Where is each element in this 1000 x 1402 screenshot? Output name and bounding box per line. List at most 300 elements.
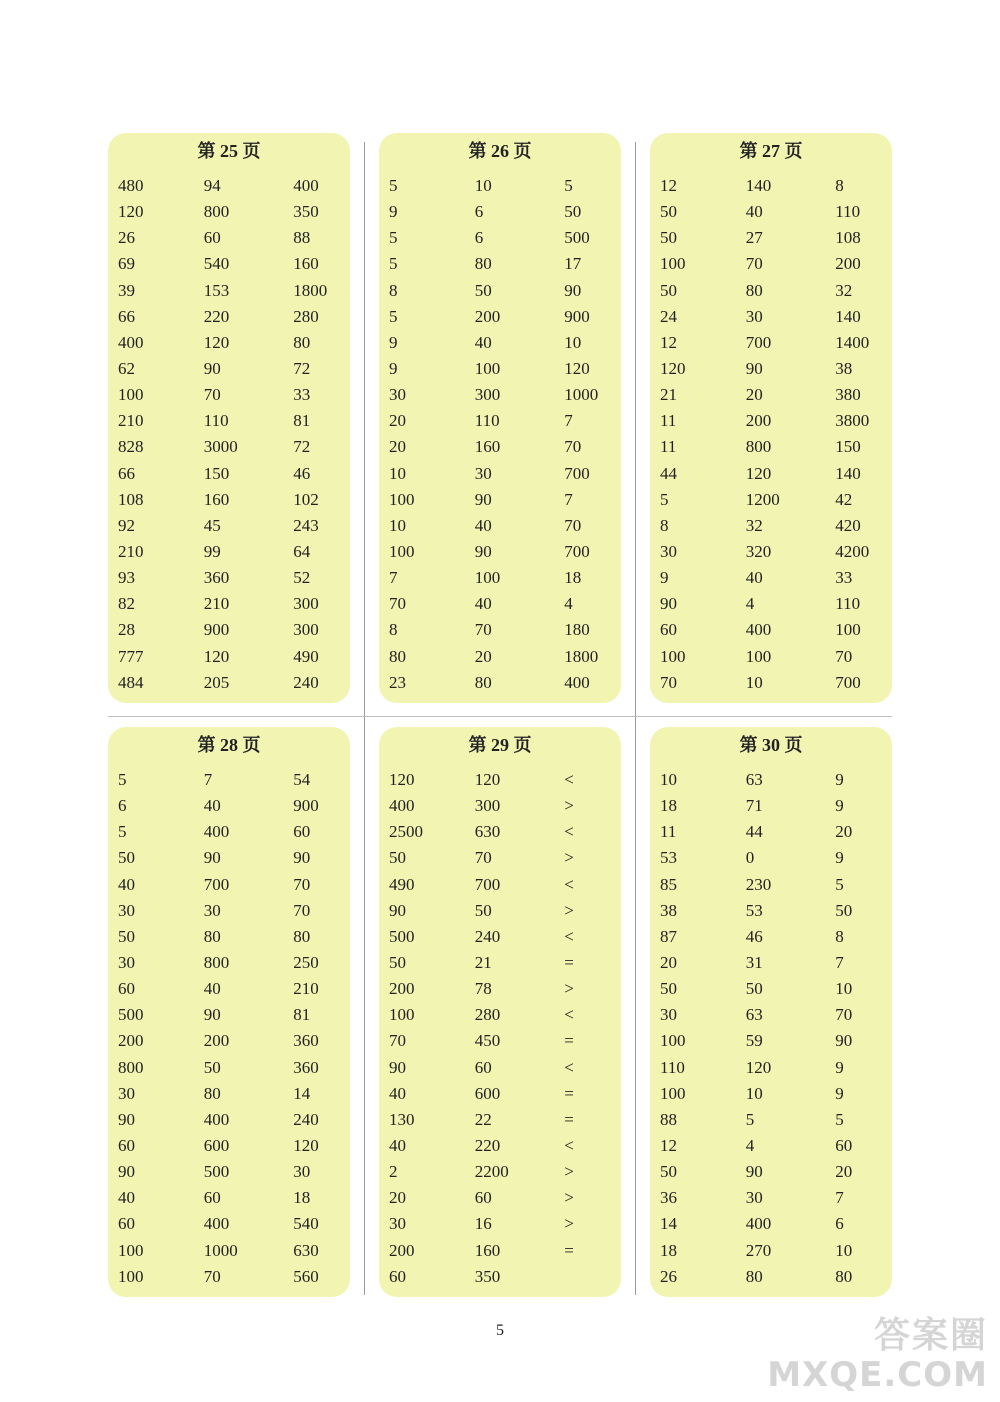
answer-value: 90 — [203, 848, 221, 868]
answer-value: 80 — [745, 1266, 763, 1286]
answer-row — [118, 898, 342, 924]
answer-value: 20 — [835, 1162, 853, 1182]
answer-value: 46 — [745, 926, 763, 946]
answer-row — [389, 408, 613, 434]
answer-value: 700 — [564, 463, 590, 483]
answer-value: > — [564, 796, 574, 816]
answer-value: 11 — [660, 411, 677, 431]
answer-value: 50 — [660, 280, 677, 300]
answer-value: 230 — [745, 874, 772, 894]
answer-value: 110 — [474, 411, 500, 431]
answer-value: 30 — [389, 1214, 406, 1234]
answer-value: 70 — [293, 900, 311, 920]
answer-row — [389, 330, 613, 356]
answer-value: 100 — [474, 568, 501, 588]
answer-value: 38 — [660, 900, 677, 920]
answer-row — [660, 1107, 884, 1133]
answer-value: 90 — [660, 594, 677, 614]
answer-value: 120 — [745, 463, 772, 483]
answer-value: 500 — [389, 926, 415, 946]
answer-value: 70 — [745, 254, 763, 274]
answer-value: 80 — [474, 254, 492, 274]
answer-value: 50 — [660, 202, 677, 222]
answer-value: 92 — [118, 515, 135, 535]
answer-row — [118, 1238, 342, 1264]
answer-rows — [118, 173, 342, 696]
answer-value: 26 — [660, 1266, 677, 1286]
answer-value: 300 — [293, 594, 319, 614]
answer-value: 108 — [118, 489, 144, 509]
answer-value: 52 — [293, 568, 311, 588]
answer-value: 180 — [564, 620, 590, 640]
answer-value: = — [564, 953, 574, 973]
answer-value: 210 — [118, 411, 144, 431]
answer-row — [660, 644, 884, 670]
answer-value: 21 — [474, 953, 492, 973]
answer-row — [118, 1159, 342, 1185]
answer-row — [118, 950, 342, 976]
answer-value: 40 — [474, 332, 492, 352]
card-title: 第 28 页 — [197, 735, 261, 755]
answer-value: 100 — [118, 1266, 144, 1286]
answer-value: 7 — [835, 1188, 844, 1208]
answer-row — [118, 225, 342, 251]
answer-value: 50 — [118, 926, 135, 946]
answer-row — [660, 539, 884, 565]
answer-value: 70 — [660, 672, 677, 692]
answer-value: 540 — [203, 254, 230, 274]
answer-value: 243 — [293, 515, 319, 535]
answer-value: 63 — [745, 1005, 763, 1025]
answer-value: 9 — [835, 848, 844, 868]
answer-value: 240 — [293, 672, 319, 692]
answer-row — [118, 793, 342, 819]
answer-value: 490 — [389, 874, 415, 894]
answer-value: 3800 — [835, 411, 870, 431]
answer-value: = — [564, 1031, 574, 1051]
answer-value: 80 — [293, 926, 311, 946]
answer-value: 60 — [118, 1214, 135, 1234]
answer-value: 400 — [745, 620, 772, 640]
answer-value: 60 — [118, 979, 135, 999]
answer-value: 70 — [564, 437, 582, 457]
answer-row — [660, 251, 884, 277]
answer-value: 200 — [389, 979, 415, 999]
answer-value: 50 — [835, 900, 853, 920]
answer-row — [660, 330, 884, 356]
answer-row — [389, 1264, 613, 1290]
answer-value: 100 — [118, 385, 144, 405]
answer-value: 60 — [474, 1188, 492, 1208]
answer-row — [118, 1185, 342, 1211]
answer-row — [389, 434, 613, 460]
answer-value: 50 — [660, 979, 677, 999]
answer-value: 94 — [203, 176, 221, 196]
answer-value: 59 — [745, 1031, 763, 1051]
answer-row — [389, 199, 613, 225]
answer-value: 800 — [118, 1057, 144, 1077]
answer-value: 270 — [745, 1240, 772, 1260]
answer-row — [118, 356, 342, 382]
answer-value: 10 — [745, 672, 763, 692]
answer-row — [660, 950, 884, 976]
answer-row — [118, 461, 342, 487]
answer-value: 17 — [564, 254, 582, 274]
answer-value: 33 — [293, 385, 311, 405]
answer-value: 14 — [293, 1083, 311, 1103]
answer-value: 70 — [389, 1031, 406, 1051]
answer-value: 20 — [660, 953, 677, 973]
answer-value: 360 — [293, 1057, 319, 1077]
answer-value: 490 — [293, 646, 319, 666]
answer-value: 240 — [474, 926, 501, 946]
answer-value: 5 — [389, 228, 398, 248]
answer-value: 120 — [203, 332, 230, 352]
answer-value: 7 — [389, 568, 398, 588]
answer-row — [660, 1159, 884, 1185]
answer-value: 100 — [835, 620, 861, 640]
answer-row — [389, 1028, 613, 1054]
answer-card — [379, 727, 621, 1297]
answer-value: 200 — [745, 411, 772, 431]
answer-value: 400 — [203, 822, 230, 842]
answer-value: 8 — [389, 620, 398, 640]
answer-value: 93 — [118, 568, 135, 588]
answer-value: 88 — [660, 1109, 677, 1129]
answer-row — [118, 644, 342, 670]
answer-row — [118, 539, 342, 565]
answer-value: 2200 — [474, 1162, 509, 1182]
watermark-domain: MXQE.COM — [767, 1355, 988, 1395]
answer-value: 130 — [389, 1109, 415, 1129]
answer-value: 9 — [389, 202, 398, 222]
answer-value: 90 — [293, 848, 311, 868]
answer-row — [118, 513, 342, 539]
answer-value: 20 — [389, 437, 406, 457]
answer-value: 900 — [203, 620, 230, 640]
answer-row — [118, 278, 342, 304]
answer-value: 0 — [745, 848, 755, 868]
answer-value: > — [564, 979, 574, 999]
answer-value: 1200 — [745, 489, 780, 509]
answer-value: 40 — [474, 594, 492, 614]
answer-row — [660, 434, 884, 460]
answer-value: 1800 — [564, 646, 599, 666]
answer-value: 200 — [389, 1240, 415, 1260]
answer-value: 560 — [293, 1266, 319, 1286]
answer-value: 5 — [660, 489, 669, 509]
card-title: 第 25 页 — [197, 141, 261, 161]
answer-value: 500 — [564, 228, 590, 248]
answer-card — [108, 727, 350, 1297]
answer-value: 3000 — [203, 437, 238, 457]
answer-value: 140 — [835, 306, 861, 326]
answer-value: 420 — [835, 515, 861, 535]
answer-value: > — [564, 1214, 574, 1234]
answer-row — [389, 461, 613, 487]
answer-value: 60 — [660, 620, 677, 640]
answer-value: 14 — [660, 1214, 677, 1234]
answer-row — [389, 1002, 613, 1028]
answer-row — [389, 1159, 613, 1185]
answer-value: 10 — [564, 332, 582, 352]
answer-row — [118, 1055, 342, 1081]
answer-value: 30 — [474, 463, 492, 483]
answer-value: 400 — [293, 176, 319, 196]
answer-value: 11 — [660, 822, 677, 842]
answer-value: 30 — [118, 900, 135, 920]
answer-rows — [118, 767, 342, 1290]
answer-row — [118, 1081, 342, 1107]
answer-value: 30 — [389, 385, 406, 405]
answer-value: 6 — [474, 228, 484, 248]
answer-value: 108 — [835, 228, 861, 248]
answer-value: 80 — [389, 646, 406, 666]
answer-row — [389, 591, 613, 617]
answer-value: 70 — [203, 1266, 221, 1286]
answer-value: 90 — [118, 1109, 135, 1129]
answer-value: 120 — [474, 770, 501, 790]
answer-row — [118, 617, 342, 643]
answer-card — [108, 133, 350, 703]
answer-value: 100 — [745, 646, 772, 666]
answer-value: 30 — [745, 306, 763, 326]
answer-value: 380 — [835, 385, 861, 405]
answer-value: 500 — [203, 1162, 230, 1182]
answer-value: 50 — [389, 953, 406, 973]
answer-value: 5 — [745, 1109, 755, 1129]
answer-value: 900 — [293, 796, 319, 816]
answer-value: 40 — [118, 874, 135, 894]
answer-value: > — [564, 848, 574, 868]
answer-value: 70 — [835, 646, 853, 666]
answer-value: 8 — [389, 280, 398, 300]
answer-value: 99 — [203, 542, 221, 562]
answer-row — [118, 487, 342, 513]
answer-value: 20 — [745, 385, 763, 405]
answer-rows — [389, 173, 613, 696]
answer-rows — [660, 767, 884, 1290]
answer-row — [389, 1185, 613, 1211]
answer-value: < — [564, 770, 574, 790]
answer-value: 5 — [118, 822, 127, 842]
answer-row — [660, 976, 884, 1002]
answer-value: 54 — [293, 770, 311, 790]
answer-value: 80 — [203, 926, 221, 946]
answer-row — [118, 1264, 342, 1290]
answer-value: 44 — [745, 822, 763, 842]
card-title: 第 26 页 — [468, 141, 532, 161]
answer-row — [389, 670, 613, 696]
answer-value: 50 — [474, 900, 492, 920]
answer-row — [389, 872, 613, 898]
answer-value: 1800 — [293, 280, 328, 300]
answer-value: 5 — [389, 176, 398, 196]
answer-value: 200 — [835, 254, 861, 274]
answer-row — [118, 1107, 342, 1133]
answer-card — [379, 133, 621, 703]
answer-value: 120 — [118, 202, 144, 222]
answer-row — [389, 1107, 613, 1133]
answer-value: 400 — [389, 796, 415, 816]
answer-row — [389, 1055, 613, 1081]
answer-row — [118, 976, 342, 1002]
answer-value: 53 — [660, 848, 677, 868]
answer-value: 480 — [118, 176, 144, 196]
answer-value: 100 — [389, 1005, 415, 1025]
answer-value: 240 — [293, 1109, 319, 1129]
answer-value: 7 — [203, 770, 213, 790]
answer-value: 50 — [203, 1057, 221, 1077]
answer-value: 87 — [660, 926, 677, 946]
answer-row — [660, 225, 884, 251]
answer-row — [118, 251, 342, 277]
answer-rows — [660, 173, 884, 696]
answer-value: 10 — [745, 1083, 763, 1103]
answer-value: 60 — [203, 228, 221, 248]
answer-row — [389, 251, 613, 277]
answer-row — [389, 976, 613, 1002]
answer-value: 90 — [389, 900, 406, 920]
answer-value: 210 — [203, 594, 230, 614]
answer-row — [118, 819, 342, 845]
answer-row — [118, 408, 342, 434]
answer-value: 7 — [564, 489, 573, 509]
answer-row — [118, 872, 342, 898]
answer-value: 9 — [389, 359, 398, 379]
answer-row — [389, 644, 613, 670]
answer-row — [660, 872, 884, 898]
answer-value: 38 — [835, 359, 853, 379]
answer-row — [389, 950, 613, 976]
answer-value: 1400 — [835, 332, 870, 352]
answer-row — [660, 845, 884, 871]
answer-row — [660, 1211, 884, 1237]
answer-value: 70 — [389, 594, 406, 614]
answer-value: 69 — [118, 254, 135, 274]
answer-value: 50 — [660, 228, 677, 248]
answer-value: 80 — [203, 1083, 221, 1103]
answer-value: 360 — [203, 568, 230, 588]
answer-row — [389, 898, 613, 924]
answer-value: 9 — [835, 796, 844, 816]
answer-row — [118, 1133, 342, 1159]
answer-row — [389, 1133, 613, 1159]
answer-value: 400 — [203, 1109, 230, 1129]
answer-value: 160 — [203, 489, 230, 509]
answer-value: = — [564, 1109, 574, 1129]
answer-value: 360 — [293, 1031, 319, 1051]
answer-row — [389, 278, 613, 304]
answer-value: 62 — [118, 359, 135, 379]
answer-row — [660, 487, 884, 513]
answer-value: 10 — [660, 770, 677, 790]
answer-value: 1000 — [203, 1240, 238, 1260]
answer-value: 200 — [118, 1031, 144, 1051]
answer-row — [118, 304, 342, 330]
answer-value: 40 — [745, 568, 763, 588]
answer-value: 80 — [745, 280, 763, 300]
answer-rows — [389, 767, 613, 1290]
answer-value: 88 — [293, 228, 311, 248]
answer-value: 600 — [203, 1136, 230, 1156]
answer-value: 60 — [389, 1266, 406, 1286]
answer-value: 90 — [835, 1031, 853, 1051]
answer-value: 85 — [660, 874, 677, 894]
answer-value: 81 — [293, 1005, 311, 1025]
answer-row — [660, 356, 884, 382]
answer-value: 4 — [745, 1136, 755, 1156]
answer-value: 300 — [474, 796, 501, 816]
answer-value: < — [564, 926, 574, 946]
answer-card — [650, 133, 892, 703]
watermark-chinese: 答案圈 — [873, 1315, 988, 1356]
answer-value: 800 — [203, 202, 230, 222]
answer-row — [660, 1133, 884, 1159]
answer-value: 9 — [835, 770, 844, 790]
answer-row — [389, 382, 613, 408]
answer-value: 10 — [474, 176, 492, 196]
answer-value: 70 — [835, 1005, 853, 1025]
answer-value: 90 — [564, 280, 582, 300]
answer-value: 31 — [745, 953, 763, 973]
answer-value: 100 — [660, 1083, 686, 1103]
answer-row — [660, 461, 884, 487]
answer-value: 63 — [745, 770, 763, 790]
answer-value: 160 — [474, 1240, 501, 1260]
answer-row — [660, 591, 884, 617]
answer-value: 7 — [835, 953, 844, 973]
answer-value: 280 — [474, 1005, 501, 1025]
answer-row — [389, 1238, 613, 1264]
answer-row — [389, 1081, 613, 1107]
answer-row — [389, 539, 613, 565]
answer-value: 90 — [474, 489, 492, 509]
answer-value: 70 — [564, 515, 582, 535]
answer-value: 100 — [118, 1240, 144, 1260]
answer-value: 1000 — [564, 385, 599, 405]
answer-value: 300 — [474, 385, 501, 405]
answer-row — [660, 670, 884, 696]
answer-value: 66 — [118, 306, 135, 326]
answer-value: 70 — [203, 385, 221, 405]
answer-row — [660, 1028, 884, 1054]
answer-value: 72 — [293, 359, 311, 379]
answer-value: 60 — [118, 1136, 135, 1156]
answer-row — [660, 1264, 884, 1290]
answer-row — [660, 565, 884, 591]
answer-value: 40 — [745, 202, 763, 222]
answer-row — [660, 1081, 884, 1107]
answer-value: 32 — [835, 280, 853, 300]
answer-value: 90 — [745, 359, 763, 379]
answer-value: 23 — [389, 672, 406, 692]
answer-row — [389, 767, 613, 793]
answer-row — [660, 819, 884, 845]
answer-row — [660, 382, 884, 408]
answer-value: 90 — [474, 542, 492, 562]
answer-value: 300 — [293, 620, 319, 640]
answer-value: 90 — [203, 1005, 221, 1025]
answer-value: 11 — [660, 437, 677, 457]
answer-value: > — [564, 1162, 574, 1182]
answer-value: 90 — [389, 1057, 406, 1077]
answer-value: 39 — [118, 280, 135, 300]
answer-value: 12 — [660, 1136, 677, 1156]
answer-value: 700 — [564, 542, 590, 562]
answer-value: 5 — [118, 770, 127, 790]
answer-value: 90 — [745, 1162, 763, 1182]
